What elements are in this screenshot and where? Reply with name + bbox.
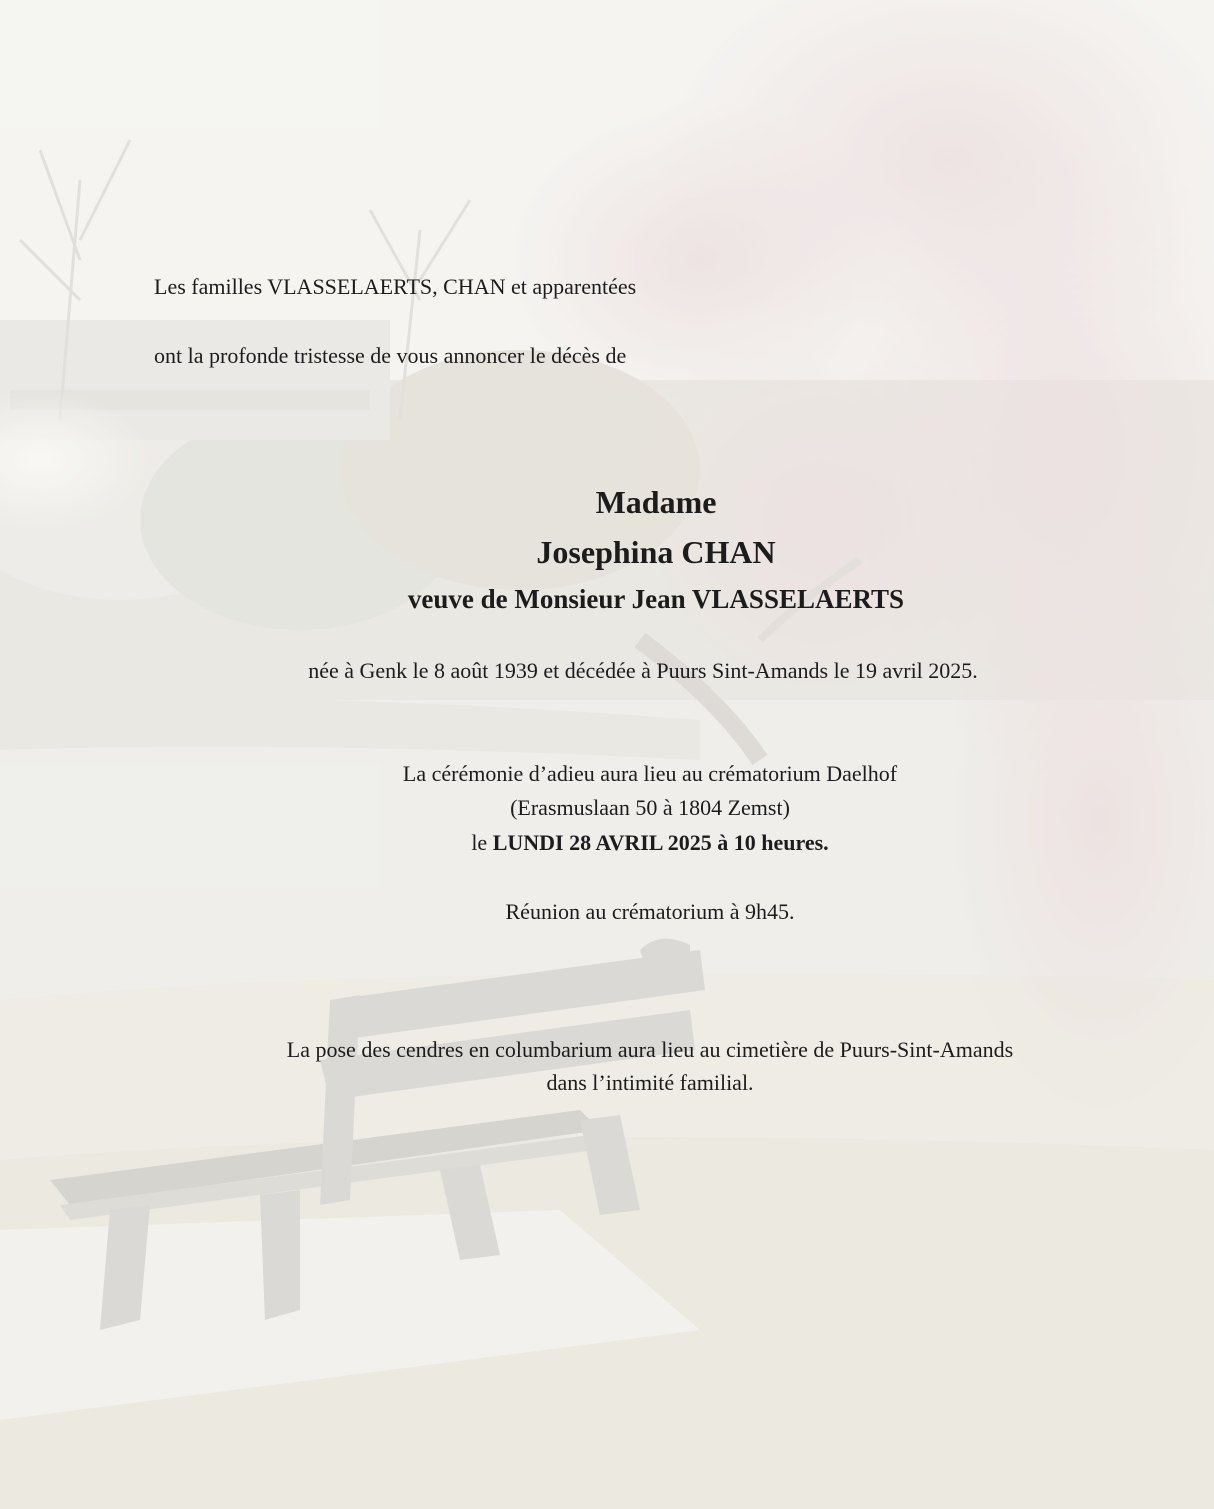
ceremony-address: (Erasmuslaan 50 à 1804 Zemst) [510, 795, 790, 820]
ashes-placement: La pose des cendres en columbarium aura lieu au cimetière de Puurs-Sint-Amands [286, 1037, 1014, 1062]
intro-families: Les familles VLASSELAERTS, CHAN et apparentées [154, 274, 637, 299]
ashes-private: dans l’intimité familial. [546, 1070, 754, 1095]
deceased-name: Josephina CHAN [536, 534, 776, 570]
meeting-time: Réunion au crématorium à 9h45. [505, 899, 795, 924]
birth-death-dates: née à Genk le 8 août 1939 et décédée à Puurs Sint-Amands le 19 avril 2025. [308, 658, 978, 683]
intro-announcement: ont la profonde tristesse de vous annoncer le décès de [154, 343, 627, 368]
deceased-title: Madame [595, 484, 717, 520]
ceremony-date-bold: LUNDI 28 AVRIL 2025 à 10 heures. [492, 830, 829, 855]
deceased-spouse: veuve de Monsieur Jean VLASSELAERTS [407, 584, 905, 614]
ceremony-location: La cérémonie d’adieu aura lieu au crématorium Daelhof [402, 761, 898, 786]
ceremony-date [43, 828, 1214, 858]
ceremony-date-prefix: le [471, 830, 488, 855]
